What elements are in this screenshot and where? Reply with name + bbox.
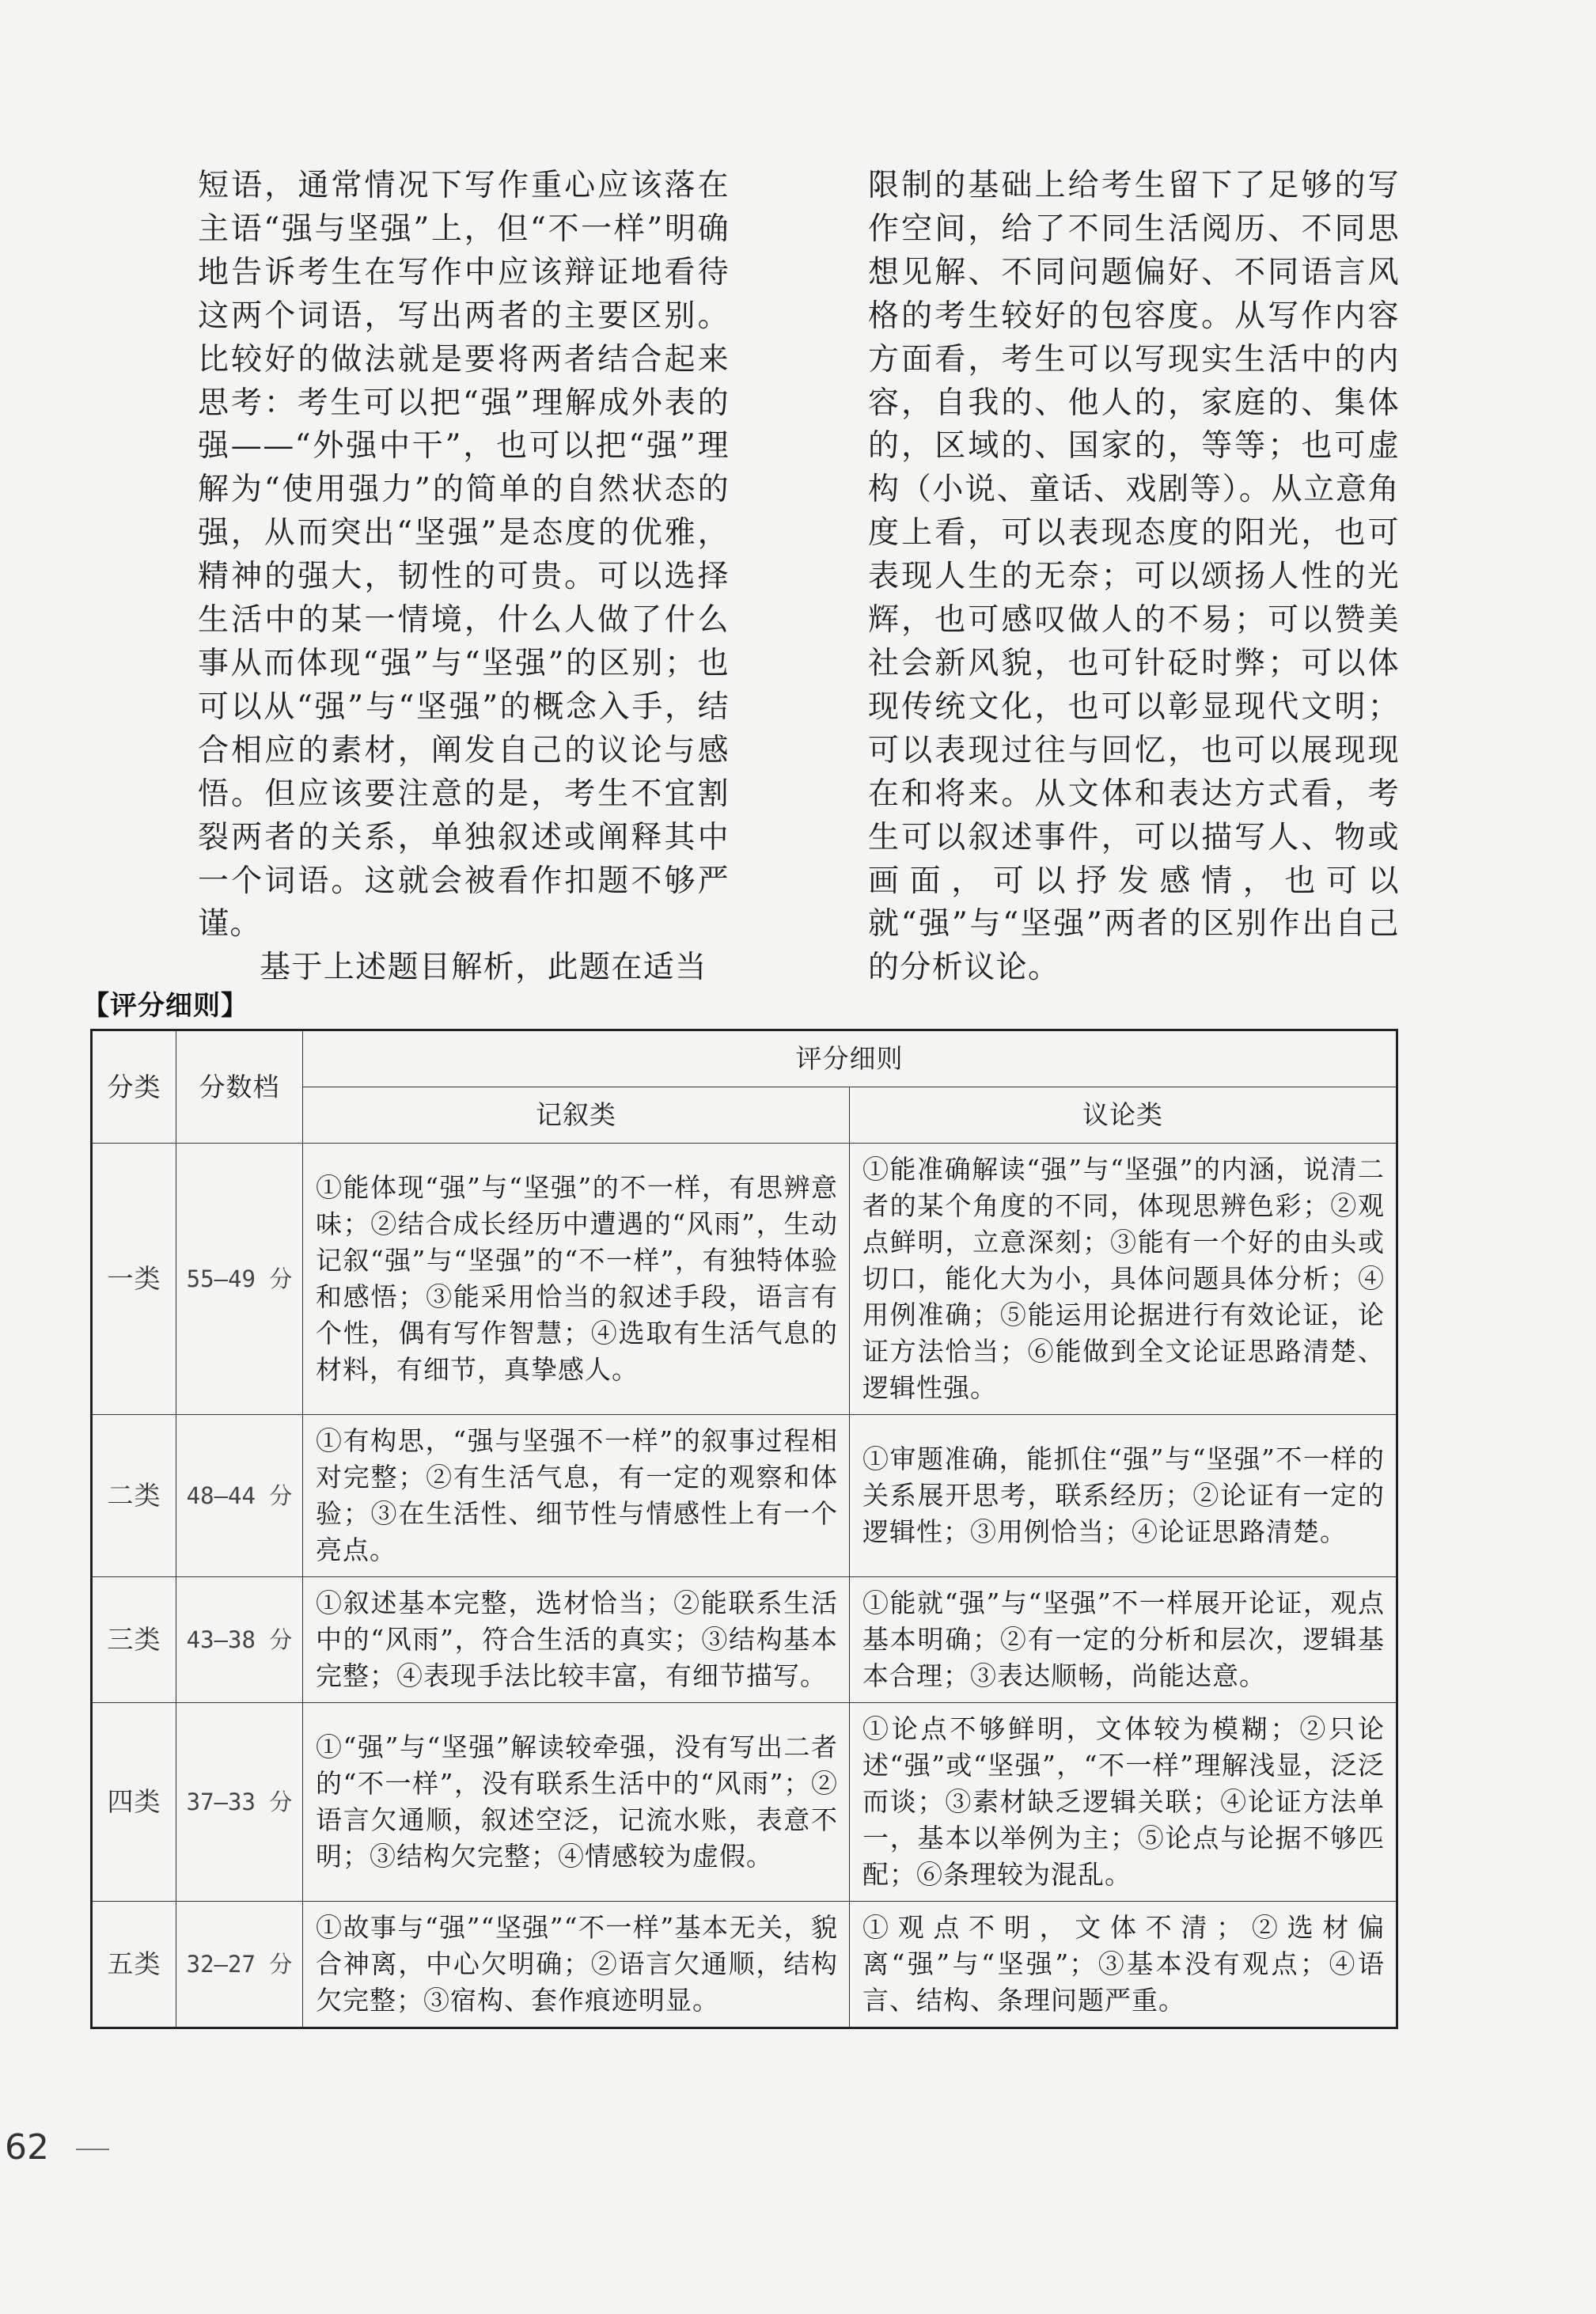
header-narrative: 记叙类 bbox=[303, 1087, 850, 1144]
table-row bbox=[92, 1144, 1397, 1415]
left-paragraph-2: 基于上述题目解析，此题在适当 bbox=[260, 950, 707, 986]
row-narrative: ①故事与“强”“坚强”“不一样”基本无关，貌合神离，中心欠明确；②语言欠通顺，结构欠完整；③宿构、套作痕迹明显。 bbox=[303, 1902, 850, 2028]
page-number: 62 bbox=[5, 2127, 49, 2168]
row-score: 48—44 分 bbox=[176, 1415, 303, 1577]
row-score: 43—38 分 bbox=[176, 1577, 303, 1703]
row-argumentative: ①审题准确，能抓住“强”与“坚强”不一样的关系展开思考，联系经历；②论证有一定的逻辑性；③用例恰当；④论证思路清楚。 bbox=[850, 1415, 1397, 1577]
left-paragraph-1: 短语，通常情况下写作重心应该落在主语“强与坚强”上，但“不一样”明确地告诉考生在写作中应该辩证地看待这两个词语，写出两者的主要区别。比较好的做法就是要将两者结合起来思考：考生可以把“强”理解成外表的强——“外强中干”，也可以把“强”理解为“使用强力”的简单的自然状态的强，从而突出“坚强”是态度的优雅，精神的强大，韧性的可贵。可以选择生活中的某一情境，什么人做了什么事从而体现“强”与“坚强”的区别；也可以从“强”与“坚强”的概念入手，结合相应的素材，阐发自己的议论与感悟。但应该要注意的是，考生不宜割裂两者的关系，单独叙述或阐释其中一个词语。这就会被看作扣题不够严谨。 bbox=[198, 168, 730, 943]
row-score: 37—33 分 bbox=[176, 1703, 303, 1902]
header-criteria: 评分细则 bbox=[303, 1030, 1397, 1087]
left-column bbox=[198, 165, 730, 990]
row-argumentative: ①论点不够鲜明，文体较为模糊；②只论述“强”或“坚强”，“不一样”理解浅显，泛泛而谈；③素材缺乏逻辑关联；④论证方法单一，基本以举例为主；⑤论点与论据不够匹配；⑥条理较为混乱。 bbox=[850, 1703, 1397, 1902]
row-category: 一类 bbox=[92, 1144, 176, 1415]
table-row bbox=[92, 1577, 1397, 1703]
scoring-rubric-table bbox=[90, 1029, 1398, 2029]
row-category: 五类 bbox=[92, 1902, 176, 2028]
page-number-rule bbox=[76, 2149, 109, 2150]
row-category: 二类 bbox=[92, 1415, 176, 1577]
table-row bbox=[92, 1703, 1397, 1902]
row-score: 55—49 分 bbox=[176, 1144, 303, 1415]
row-narrative: ①能体现“强”与“坚强”的不一样，有思辨意味；②结合成长经历中遭遇的“风雨”，生动记叙“强”与“坚强”的“不一样”，有独特体验和感悟；③能采用恰当的叙述手段，语言有个性，偶有写作智慧；④选取有生活气息的材料，有细节，真挚感人。 bbox=[303, 1144, 850, 1415]
row-category: 四类 bbox=[92, 1703, 176, 1902]
table-row bbox=[92, 1415, 1397, 1577]
row-argumentative: ①能准确解读“强”与“坚强”的内涵，说清二者的某个角度的不同，体现思辨色彩；②观点鲜明，立意深刻；③能有一个好的由头或切口，能化大为小，具体问题具体分析；④用例准确；⑤能运用论据进行有效论证，论证方法恰当；⑥能做到全文论证思路清楚、逻辑性强。 bbox=[850, 1144, 1397, 1415]
right-paragraph: 限制的基础上给考生留下了足够的写作空间，给了不同生活阅历、不同思想见解、不同问题偏好、不同语言风格的考生较好的包容度。从写作内容方面看，考生可以写现实生活中的内容，自我的、他人的，家庭的、集体的，区域的、国家的，等等；也可虚构（小说、童话、戏剧等）。从立意角度上看，可以表现态度的阳光，也可表现人生的无奈；可以颂扬人性的光辉，也可感叹做人的不易；可以赞美社会新风貌，也可针砭时弊；可以体现传统文化，也可以彰显现代文明；可以表现过往与回忆，也可以展现现在和将来。从文体和表达方式看，考生可以叙述事件，可以描写人、物或画面，可以抒发感情，也可以就“强”与“坚强”两者的区别作出自己的分析议论。 bbox=[868, 168, 1400, 986]
section-title: 【评分细则】 bbox=[82, 990, 248, 1022]
right-column bbox=[868, 165, 1400, 990]
header-row-1 bbox=[92, 1030, 1397, 1087]
row-score: 32—27 分 bbox=[176, 1902, 303, 2028]
header-category: 分类 bbox=[92, 1030, 176, 1144]
row-argumentative: ①能就“强”与“坚强”不一样展开论证，观点基本明确；②有一定的分析和层次，逻辑基本合理；③表达顺畅，尚能达意。 bbox=[850, 1577, 1397, 1703]
row-argumentative: ①观点不明，文体不清；②选材偏离“强”与“坚强”；③基本没有观点；④语言、结构、条理问题严重。 bbox=[850, 1902, 1397, 2028]
row-narrative: ①叙述基本完整，选材恰当；②能联系生活中的“风雨”，符合生活的真实；③结构基本完整；④表现手法比较丰富，有细节描写。 bbox=[303, 1577, 850, 1703]
table-row bbox=[92, 1902, 1397, 2028]
header-argumentative: 议论类 bbox=[850, 1087, 1397, 1144]
row-narrative: ①有构思，“强与坚强不一样”的叙事过程相对完整；②有生活气息，有一定的观察和体验；③在生活性、细节性与情感性上有一个亮点。 bbox=[303, 1415, 850, 1577]
row-narrative: ①“强”与“坚强”解读较牵强，没有写出二者的“不一样”，没有联系生活中的“风雨”；②语言欠通顺，叙述空泛，记流水账，表意不明；③结构欠完整；④情感较为虚假。 bbox=[303, 1703, 850, 1902]
row-category: 三类 bbox=[92, 1577, 176, 1703]
header-score: 分数档 bbox=[176, 1030, 303, 1144]
